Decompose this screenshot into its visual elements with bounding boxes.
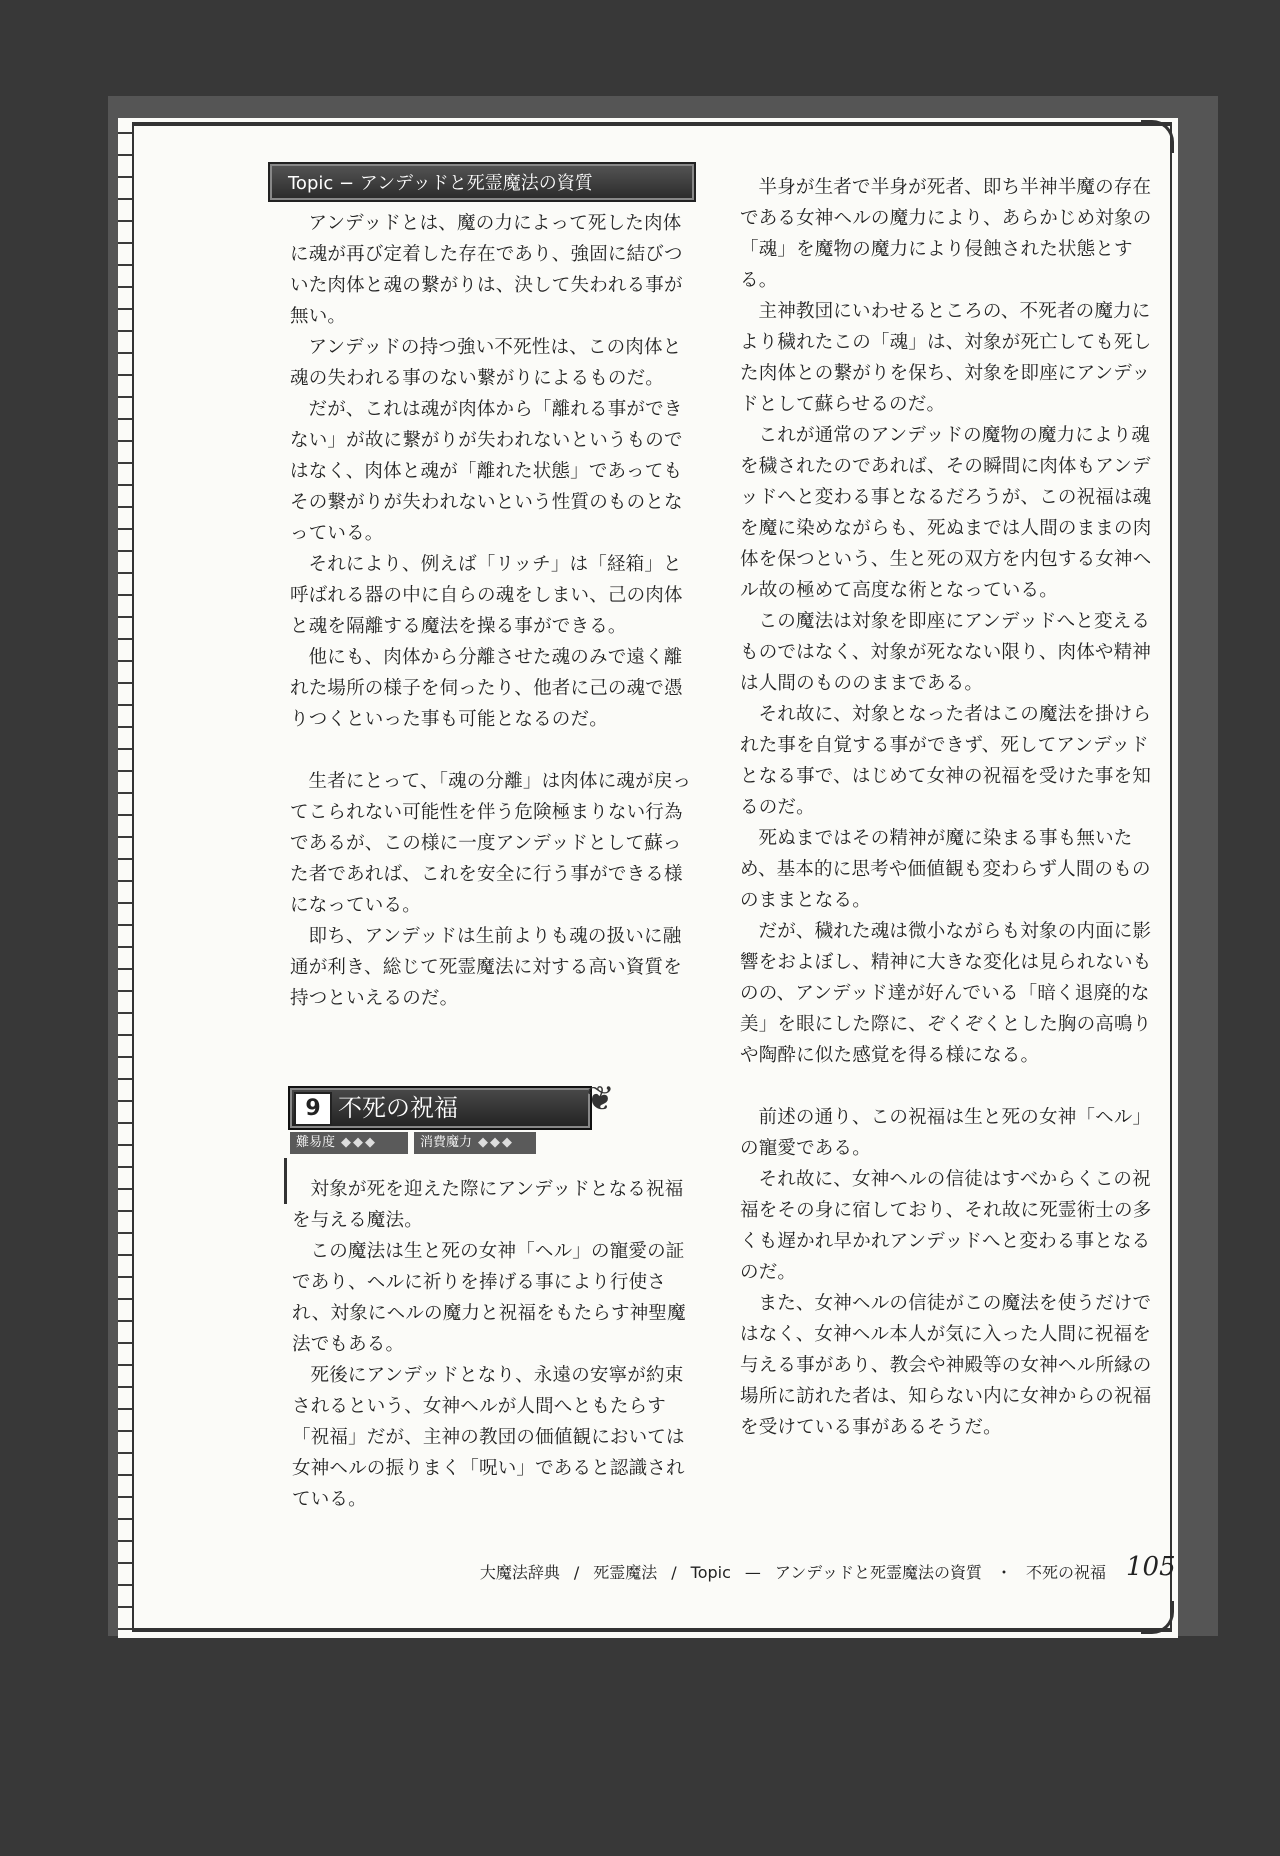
paragraph: 死後にアンデッドとなり、永遠の安寧が約束されるという、女神ヘルが人間へともたらす「祝福」だが、主神の教団の価値観においては女神ヘルの振りまく「呪い」であると認識されている。 [292,1365,685,1510]
swirl-ornament-icon: ❦ [586,1079,615,1119]
mana-cost-diamonds: ◆◆◆ [478,1135,515,1150]
spell-title-bar [288,1086,592,1130]
footer-chapter: 死霊魔法 [593,1563,658,1582]
paragraph: この魔法は対象を即座にアンデッドへと変えるものではなく、対象が死なない限り、肉体や精神は人間のもののままである。 [740,611,1152,694]
footer-topic-title: アンデッドと死霊魔法の資質 [774,1563,982,1582]
difficulty-badge [290,1132,408,1154]
footer-dot: ・ [995,1563,1012,1582]
perforated-edge [118,118,132,1638]
mana-cost-badge [414,1132,536,1154]
mana-cost-label: 消費魔力 [420,1135,473,1150]
corner-ornament-bottom [1141,1601,1174,1634]
paragraph: それ故に、対象となった者はこの魔法を掛けられた事を自覚する事ができず、死してアンデッドとなる事で、はじめて女神の祝福を受けた事を知るのだ。 [740,704,1152,818]
book-page [126,118,1178,1638]
paragraph: これが通常のアンデッドの魔物の魔力により魂を穢されたのであれば、その瞬間に肉体もアンデッドへと変わる事となるだろうが、この祝福は魂を魔に染めながらも、死ぬまでは人間のままの肉体を保つという、生と死の双方を内包する女神ヘル故の極めて高度な術となっている。 [740,425,1152,601]
right-column-text [740,172,1160,1443]
paragraph: アンデッドの持つ強い不死性は、この肉体と魂の失われる事のない繋がりによるものだ。 [290,337,682,389]
paragraph: この魔法は生と死の女神「ヘル」の寵愛の証であり、ヘルに祈りを捧げる事により行使され、対象にヘルの魔力と祝福をもたらす神聖魔法でもある。 [292,1241,686,1355]
paragraph: アンデッドとは、魔の力によって死した肉体に魂が再び定着した存在であり、強固に結びついた肉体と魂の繋がりは、決して失われる事が無い。 [290,213,683,327]
paragraph: だが、穢れた魂は微小ながらも対象の内面に影響をおよぼし、精神に大きな変化は見られないものの、アンデッド達が好んでいる「暗く退廃的な美」を眼にした際に、ぞくぞくとした胸の高鳴りや陶酔に似た感覚を得る様になる。 [740,921,1152,1066]
paragraph: だが、これは魂が肉体から「離れる事ができない」が故に繋がりが失われないというものではなく、肉体と魂が「離れた状態」であってもその繋がりが失われないという性質のものとなっている。 [290,399,683,544]
paragraph: 生者にとって、「魂の分離」は肉体に魂が戻ってこられない可能性を伴う危険極まりない行為であるが、この様に一度アンデッドとして蘇った者であれば、これを安全に行う事ができる様になっている。 [290,771,692,916]
paragraph: 他にも、肉体から分離させた魂のみで遠く離れた場所の様子を伺ったり、他者に己の魂で憑りつくといった事も可能となるのだ。 [290,647,683,730]
spell-number-badge: 9 [294,1092,332,1126]
paragraph: 死ぬまではその精神が魔に染まる事も無いため、基本的に思考や価値観も変わらず人間のもののままとなる。 [740,828,1151,911]
paragraph: 即ち、アンデッドは生前よりも魂の扱いに融通が利き、総じて死霊魔法に対する高い資質を持つといえるのだ。 [290,926,682,1009]
left-column-topic-text [290,208,700,1014]
running-footer [426,1560,1166,1583]
footer-spell: 不死の祝福 [1025,1563,1106,1582]
footer-topic: Topic [690,1563,731,1582]
difficulty-label: 難易度 [296,1135,336,1150]
spell-title: 不死の祝福 [338,1094,458,1122]
paragraph: 半身が生者で半身が死者、即ち半神半魔の存在である女神ヘルの魔力により、あらかじめ対象の「魂」を魔物の魔力により侵蝕された状態とする。 [740,177,1152,291]
footer-book: 大魔法辞典 [479,1563,560,1582]
topic-title: Topic − アンデッドと死霊魔法の資質 [288,173,593,194]
footer-separator: / [573,1563,580,1582]
footer-dash: — [744,1563,761,1582]
paragraph: 前述の通り、この祝福は生と死の女神「ヘル」の寵愛である。 [740,1107,1152,1159]
topic-header [268,162,696,202]
paragraph: それにより、例えば「リッチ」は「経箱」と呼ばれる器の中に自らの魂をしまい、己の肉体と魂を隔離する魔法を操る事ができる。 [290,554,683,637]
paragraph: また、女神ヘルの信徒がこの魔法を使うだけではなく、女神ヘル本人が気に入った人間に祝福を与える事があり、教会や神殿等の女神ヘル所縁の場所に訪れた者は、知らない内に女神からの祝福を受けている事があるそうだ。 [740,1293,1152,1438]
accent-bar [284,1158,287,1204]
paragraph: 主神教団にいわせるところの、不死者の魔力により穢れたこの「魂」は、対象が死亡しても死した肉体との繋がりを保ち、対象を即座にアンデッドとして蘇らせるのだ。 [740,301,1152,415]
footer-separator: / [671,1563,677,1582]
paragraph: 対象が死を迎えた際にアンデッドとなる祝福を与える魔法。 [292,1179,684,1231]
difficulty-diamonds: ◆◆◆ [341,1135,378,1150]
spell-header [288,1079,728,1166]
paragraph: それ故に、女神ヘルの信徒はすべからくこの祝福をその身に宿しており、それ故に死霊術士の多くも遅かれ早かれアンデッドへと変わる事となるのだ。 [740,1169,1152,1283]
page-number: 105 [1126,1552,1176,1582]
left-column-spell-text [292,1174,702,1515]
corner-ornament-top [1141,120,1174,153]
